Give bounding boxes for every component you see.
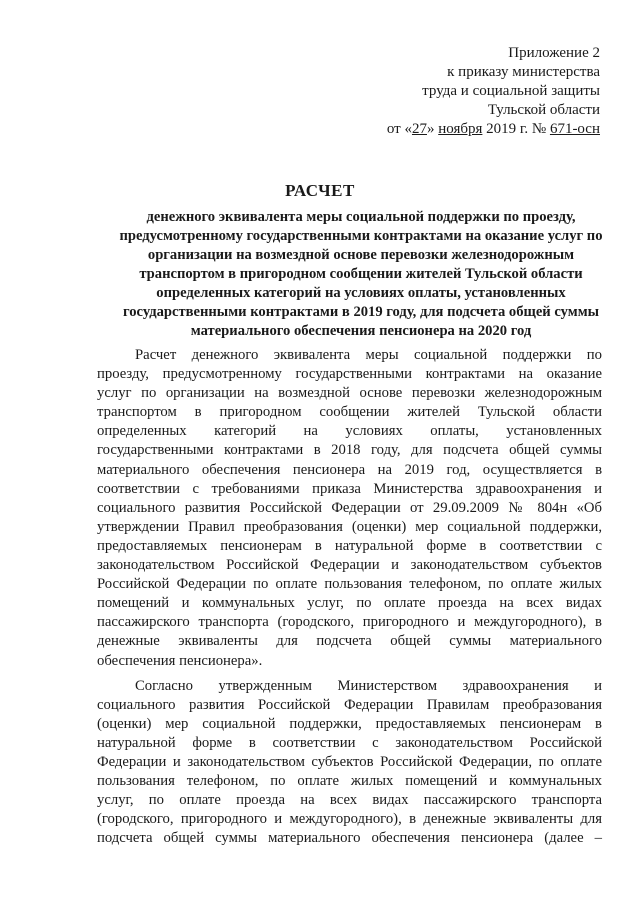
paragraph-line: пассажирского транспорта (городского, пригородного и междугородного), в	[97, 614, 602, 631]
paragraph-line: утверждении Правил преобразования (оценки) мер социальной поддержки,	[97, 518, 602, 535]
paragraph-1	[97, 346, 602, 671]
paragraph-line: пользования телефоном, по оплате жилых помещений и коммунальных	[97, 773, 602, 790]
subtitle-line: определенных категорий на условиях оплаты, установленных	[156, 285, 566, 301]
paragraph-line: подсчета общей суммы материального обеспечения пенсионера (далее –	[97, 830, 602, 847]
document-body	[97, 346, 602, 848]
paragraph-line: (городского, пригородного и междугородного), в денежные эквиваленты для	[97, 811, 602, 828]
paragraph-2	[97, 677, 602, 849]
date-prefix: от «	[386, 121, 412, 137]
subtitle-line: организации на возмездной основе перевозки железнодорожным	[147, 247, 575, 263]
appendix-date-line	[387, 120, 600, 139]
document-title: РАСЧЕТ	[285, 181, 355, 200]
date-mid: »	[426, 121, 439, 137]
paragraph-line: материального обеспечения пенсионера на 2019 год, осуществляется в	[97, 461, 602, 478]
paragraph-line: законодательством Российской Федерации и законодательством субъектов	[97, 557, 602, 574]
date-day: 27	[411, 121, 427, 137]
appendix-ministry: труда и социальной защиты	[422, 83, 600, 99]
paragraph-line: Расчет денежного эквивалента меры социальной поддержки по	[135, 347, 602, 363]
paragraph-line: предоставляемых пенсионерам в натуральной форме в соответствии с	[97, 537, 602, 554]
order-number: 671-осн	[549, 121, 600, 137]
paragraph-line: обеспечения пенсионера».	[97, 652, 263, 669]
paragraph-line: (оценки) мер социальной поддержки, предоставляемых пенсионерам в	[97, 715, 602, 732]
appendix-block	[387, 44, 600, 139]
paragraph-line: услуг по организации на возмездной основе перевозки железнодорожным	[97, 385, 602, 402]
paragraph-line: денежные эквиваленты для подсчета общей суммы материального	[97, 633, 602, 650]
subtitle-line: материального обеспечения пенсионера на 2020 год	[190, 323, 532, 339]
paragraph-line: Согласно утвержденным Министерством здравоохранения и	[135, 677, 602, 694]
paragraph-line: государственными контрактами в 2018 году, для подсчета общей суммы	[97, 442, 602, 459]
date-month: ноября	[438, 121, 483, 137]
paragraph-line: определенных категорий на условиях оплаты, установленных	[97, 423, 602, 440]
paragraph-line: социального развития Российской Федерации Правилам преобразования	[97, 696, 602, 713]
paragraph-line: услуг, по оплате проезда на всех видах пассажирского транспорта	[97, 792, 602, 809]
document-subtitle	[100, 208, 622, 341]
subtitle-line: предусмотренному государственными контрактами на оказание услуг по	[119, 228, 603, 244]
subtitle-line: денежного эквивалента меры социальной поддержки по проезду,	[146, 209, 576, 225]
subtitle-line: транспортом в пригородном сообщении жителей Тульской области	[139, 266, 583, 282]
paragraph-line: проезду, предусмотренному государственными контрактами на оказание	[97, 366, 602, 383]
paragraph-line: натуральной форме в соответствии с законодательством Российской	[97, 734, 602, 751]
subtitle-line: государственными контрактами в 2019 году, для подсчета общей суммы	[122, 304, 600, 320]
paragraph-line: Федерации и законодательством субъектов Российской Федерации, по оплате	[97, 753, 602, 770]
appendix-order-ref: к приказу министерства	[447, 64, 600, 80]
appendix-label: Приложение 2	[508, 45, 600, 61]
appendix-region: Тульской области	[487, 102, 600, 118]
paragraph-line: социального развития Российской Федерации от 29.09.2009 № 804н «Об	[97, 499, 602, 516]
paragraph-line: транспортом в пригородном сообщении жителей Тульской области	[97, 404, 602, 421]
date-year: 2019 г. №	[482, 121, 550, 137]
paragraph-line: Российской Федерации по оплате пользования телефоном, по оплате жилых	[97, 576, 602, 593]
paragraph-line: помещений и коммунальных услуг, по оплате проезда на всех видах	[97, 595, 602, 612]
paragraph-line: соответствии с требованиями приказа Министерства здравоохранения и	[97, 480, 602, 497]
